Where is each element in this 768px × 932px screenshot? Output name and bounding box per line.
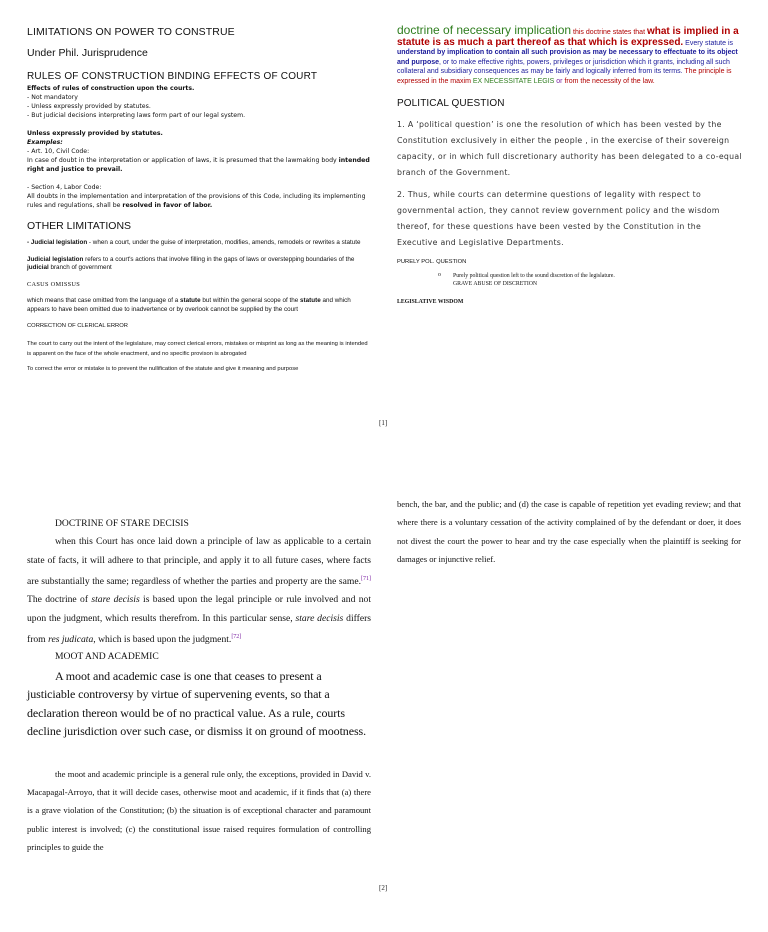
effects-heading: Effects of rules of construction upon the courts.	[27, 85, 195, 92]
footnote-72[interactable]: [72]	[231, 633, 242, 640]
moot-academic-exceptions: the moot and academic principle is a general rule only, the exceptions, provided in David v. Macapagal-Arroyo, that it will decide cases, otherwise moot and academic, if it finds that (a) there is a grave violation of the Constitution; (b) the situation is of exceptional character and paramount public interest is involved; (c) the constitutional issue raised requires formulation of controlling principles to guide the	[27, 768, 371, 852]
political-question-para-2: 2. Thus, while courts can determine questions of legality with respect to governmental action, they cannot review government policy and the wisdom thereof, for these questions have been vested by the Constitution in the Executive and Legislative Departments.	[397, 189, 720, 247]
effects-item: - Unless expressly provided by statutes.	[27, 103, 151, 110]
clerical-heading: CORRECTION OF CLERICAL ERROR	[27, 323, 128, 329]
effects-item: - But judicial decisions interpreting laws form part of our legal system.	[27, 112, 246, 119]
political-question-para-1: 1. A ‘political question’ is one the resolution of which has been vested by the Constitution exclusively in either the people , in the exercise of their sovereign capacity, or in which full discretionary authority has been delegated to a co-equal branch of the Government.	[397, 119, 742, 177]
rules-heading: RULES OF CONSTRUCTION BINDING EFFECTS OF COURT	[27, 71, 318, 82]
examples-label: Examples:	[27, 139, 63, 146]
necessary-implication-para: doctrine of necessary implication this doctrine states that what is implied in a statute is as much a part thereof as that which is expressed. Every statute is understand by implication to contain all such provision as may be necessary to effectuate to its object and purpose, or to make effective rights, powers, privileges or jurisdiction which it grants, including all such collateral and subsidiary consequences as may be fairly and logically inferred from its terms. The principle is expressed in the maxim EX NECESSITATE LEGIS or from the necessity of the law.	[397, 23, 739, 85]
page2-right-column	[397, 495, 741, 568]
grave-abuse-text: GRAVE ABUSE OF DISCRETION	[453, 280, 538, 287]
art10-title: - Art. 10, Civil Code:	[27, 148, 90, 155]
page-number-2: [2]	[379, 884, 388, 892]
sec4-title: - Section 4, Labor Code:	[27, 184, 102, 191]
footnote-71[interactable]: [71]	[361, 575, 371, 582]
page1-left-column	[27, 26, 372, 373]
purely-political-heading: PURELY POL. QUESTION	[397, 258, 467, 265]
sec4-text: All doubts in the implementation and interpretation of the provisions of this Code, including its implementing rules and regulations, shall be resolved in favor of labor.	[27, 193, 366, 209]
doc-subtitle: Under Phil. Jurisprudence	[27, 47, 148, 59]
moot-academic-definition: A moot and academic case is one that ceases to present a justiciable controversy by virtue of supervening events, so that a declaration thereon would be of no practical value. As a rule, courts decline jurisdiction over such case, or dismiss it on ground of mootness.	[27, 668, 366, 739]
art10-text: In case of doubt in the interpretation or application of laws, it is presumed that the lawmaking body intended right and justice to prevail.	[27, 157, 370, 173]
judicial-legislation-2: Judicial legislation refers to a court's actions that involve filling in the gaps of laws or overstepping boundaries of the judicial branch of government	[27, 255, 355, 271]
casus-omissus-text: which means that case omitted from the language of a statute but within the general scope of the statute and which appears to have been omitted due to inadvertence or by overlook cannot be supplied by the court	[27, 297, 351, 313]
clerical-text: The court to carry out the intent of the legislature, may correct clerical errors, mistakes or misprint as long as the meaning is intended is apparent on the face of the whole enactment, and no specific provison is abrogated	[27, 340, 368, 357]
purely-political-bullet: Purely political question left to the sound discretion of the legislature.	[453, 272, 615, 279]
political-question-heading: POLITICAL QUESTION	[397, 97, 505, 109]
other-limitations-heading: OTHER LIMITATIONS	[27, 220, 132, 232]
unless-heading: Unless expressly provided by statutes.	[27, 130, 163, 137]
page2-left-column	[27, 515, 371, 856]
necessary-implication-title: doctrine of necessary implication	[397, 23, 572, 37]
stare-decisis-text: when this Court has once laid down a principle of law as applicable to a certain state of facts, it will adhere to that principle, and apply it to all future cases, where facts are substantially the same; regardless of whether the parties and property are the same.[71] The doctrine of stare decisis is based upon the legal principle or rule involved and not upon the judgment, which results therefrom. In this particular sense, stare decisis differs from res judicata, which is based upon the judgment.[72]	[27, 536, 372, 646]
page1-right-column	[397, 23, 742, 305]
casus-omissus-heading: CASUS OMISSUS	[27, 280, 81, 288]
judicial-legislation-1: - Judicial legislation - when a court, under the guise of interpretation, modifies, amends, remodels or rewrites a statute	[27, 239, 361, 246]
page-number-1: [1]	[379, 419, 388, 427]
clerical-text-2: To correct the error or mistake is to prevent the nullification of the statute and give it meaning and purpose	[27, 365, 299, 372]
bullet-marker: o	[438, 271, 441, 278]
legislative-wisdom-heading: LEGISLATIVE WISDOM	[397, 298, 464, 305]
doc-title: LIMITATIONS ON POWER TO CONSTRUE	[27, 26, 235, 38]
effects-item: - Not mandatory	[27, 94, 78, 101]
moot-exceptions-continuation: bench, the bar, and the public; and (d) the case is capable of repetition yet evading review; and that where there is a voluntary cessation of the activity complained of by the defendant or doer, it does not divest the court the power to hear and try the case especially when the plaintiff is seeking for damages or injunctive relief.	[397, 499, 741, 564]
stare-decisis-heading: DOCTRINE OF STARE DECISIS	[55, 518, 189, 529]
moot-academic-heading: MOOT AND ACADEMIC	[55, 651, 159, 663]
